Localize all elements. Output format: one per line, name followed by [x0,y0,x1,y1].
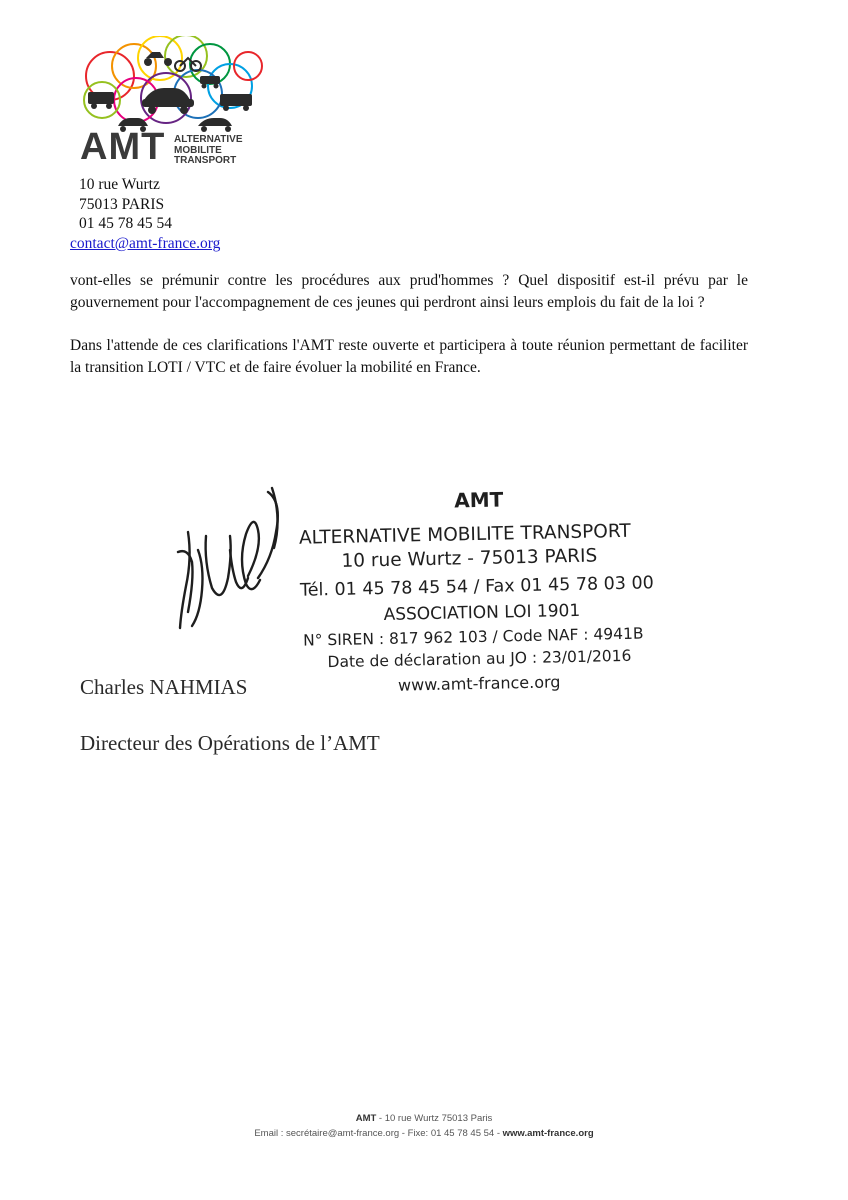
email-link[interactable]: contact@amt-france.org [70,234,221,252]
footer-contact: Email : secrétaire@amt-france.org - Fixe: 01 45 78 45 54 - [254,1128,503,1139]
footer-address-line [0,1111,848,1126]
letter-body [70,270,748,400]
logo-subtitle [174,135,243,167]
handwritten-signature [150,480,290,660]
stamp-line: 10 rue Wurtz - 75013 PARIS [341,545,598,572]
signer-name: Charles NAHMIAS [80,675,248,699]
logo-subtitle-line: ALTERNATIVE [174,134,243,145]
stamp-line: ALTERNATIVE MOBILITE TRANSPORT [298,520,631,549]
amt-logo [78,36,278,171]
stamp-line: ASSOCIATION LOI 1901 [383,600,581,625]
page-footer [0,1111,848,1141]
stamp-title: AMT [453,487,504,513]
vehicles-circles-graphic [78,36,278,136]
address-street: 10 rue Wurtz [79,176,160,193]
stamp-line: Tél. 01 45 78 45 54 / Fax 01 45 78 03 00 [299,573,654,601]
stamp-line: N° SIREN : 817 962 103 / Code NAF : 4941B [302,624,644,650]
company-stamp [286,484,686,695]
logo-subtitle-line: MOBILITE [174,144,222,156]
stamp-line: www.amt-france.org [397,672,561,695]
stamp-line: Date de déclaration au JO : 23/01/2016 [327,646,632,672]
address-city: 75013 PARIS [79,195,165,213]
sender-address [70,175,220,253]
logo-abbreviation: AMT [80,126,166,168]
paragraph: vont-elles se prémunir contre les procédures aux prud'hommes ? Quel dispositif est-il prévu par le gouvernement pour l'accompagnement de ces jeunes qui perdront ainsi leurs emplois du fait de la loi ? [70,272,748,311]
logo-subtitle-line: TRANSPORT [174,155,237,166]
footer-contact-line [0,1126,848,1141]
footer-website: www.amt-france.org [502,1128,594,1139]
footer-address: - 10 rue Wurtz 75013 Paris [376,1113,493,1124]
footer-org: AMT [355,1113,377,1124]
address-phone: 01 45 78 45 54 [79,215,172,232]
signer-role: Directeur des Opérations de l’AMT [80,731,380,755]
paragraph: Dans l'attende de ces clarifications l'AMT reste ouverte et participera à toute réunion permettant de faciliter la transition LOTI / VTC et de faire évoluer la mobilité en France. [70,337,748,376]
